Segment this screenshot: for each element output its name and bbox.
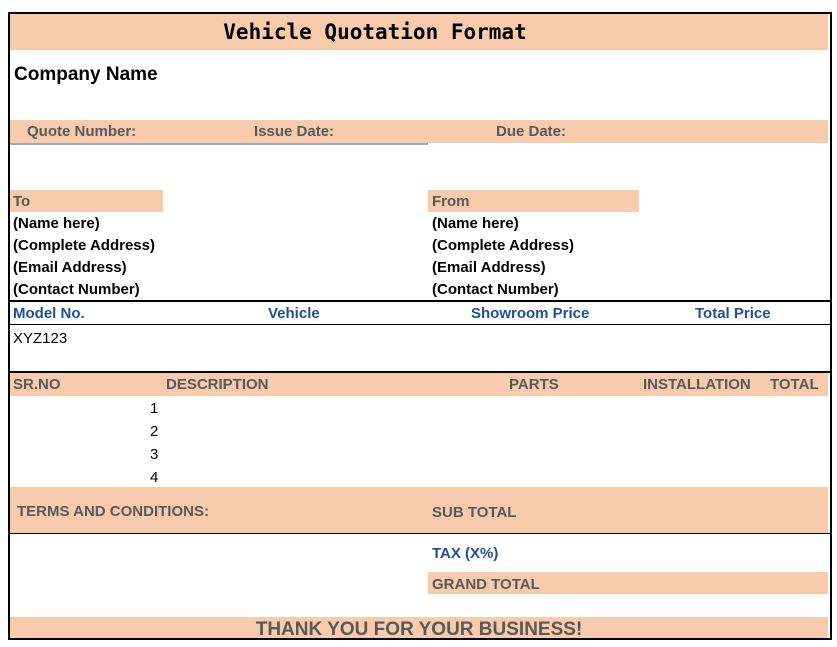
to-heading-bg [10, 190, 163, 212]
subtotal-label: SUB TOTAL [432, 504, 517, 521]
items-header-sr-no: SR.NO [13, 376, 61, 393]
from-heading: From [432, 193, 470, 210]
terms-label: TERMS AND CONDITIONS: [17, 503, 209, 520]
to-address: (Complete Address) [13, 237, 155, 254]
issue-date-label: Issue Date: [254, 123, 335, 140]
from-address: (Complete Address) [432, 237, 574, 254]
from-contact: (Contact Number) [432, 281, 559, 298]
due-date-label: Due Date: [496, 123, 567, 140]
quote-bar-underline [10, 143, 428, 145]
vehicle-table-top-border [8, 300, 832, 302]
vehicle-header-showroom-price: Showroom Price [471, 305, 590, 322]
to-heading: To [13, 193, 31, 210]
items-header-parts: PARTS [509, 376, 559, 393]
to-contact: (Contact Number) [13, 281, 140, 298]
to-email: (Email Address) [13, 259, 127, 276]
tax-label: TAX (X%) [432, 545, 499, 562]
items-header-installation: INSTALLATION [643, 376, 751, 393]
from-email: (Email Address) [432, 259, 546, 276]
vehicle-header-total-price: Total Price [695, 305, 771, 322]
item-row-3-number: 3 [150, 446, 159, 463]
items-header-description: DESCRIPTION [166, 376, 269, 393]
terms-band-bottom-border [8, 533, 832, 534]
grand-total-label: GRAND TOTAL [432, 576, 540, 593]
quote-number-label: Quote Number: [27, 123, 137, 140]
vehicle-header-model-no: Model No. [13, 305, 85, 322]
item-row-1-number: 1 [150, 400, 159, 417]
model-no-value: XYZ123 [13, 330, 68, 347]
item-row-2-number: 2 [150, 423, 159, 440]
company-name: Company Name [14, 64, 158, 85]
outer-border-left [8, 12, 10, 640]
item-row-4-number: 4 [150, 469, 159, 486]
vehicle-header-bottom-border [8, 324, 832, 325]
to-name: (Name here) [13, 215, 100, 232]
footer-thank-you: THANK YOU FOR YOUR BUSINESS! [255, 619, 583, 640]
vehicle-header-vehicle: Vehicle [268, 305, 320, 322]
document-title: Vehicle Quotation Format [223, 20, 527, 44]
items-header-total: TOTAL [770, 376, 819, 393]
from-name: (Name here) [432, 215, 519, 232]
outer-border-right [830, 12, 832, 640]
